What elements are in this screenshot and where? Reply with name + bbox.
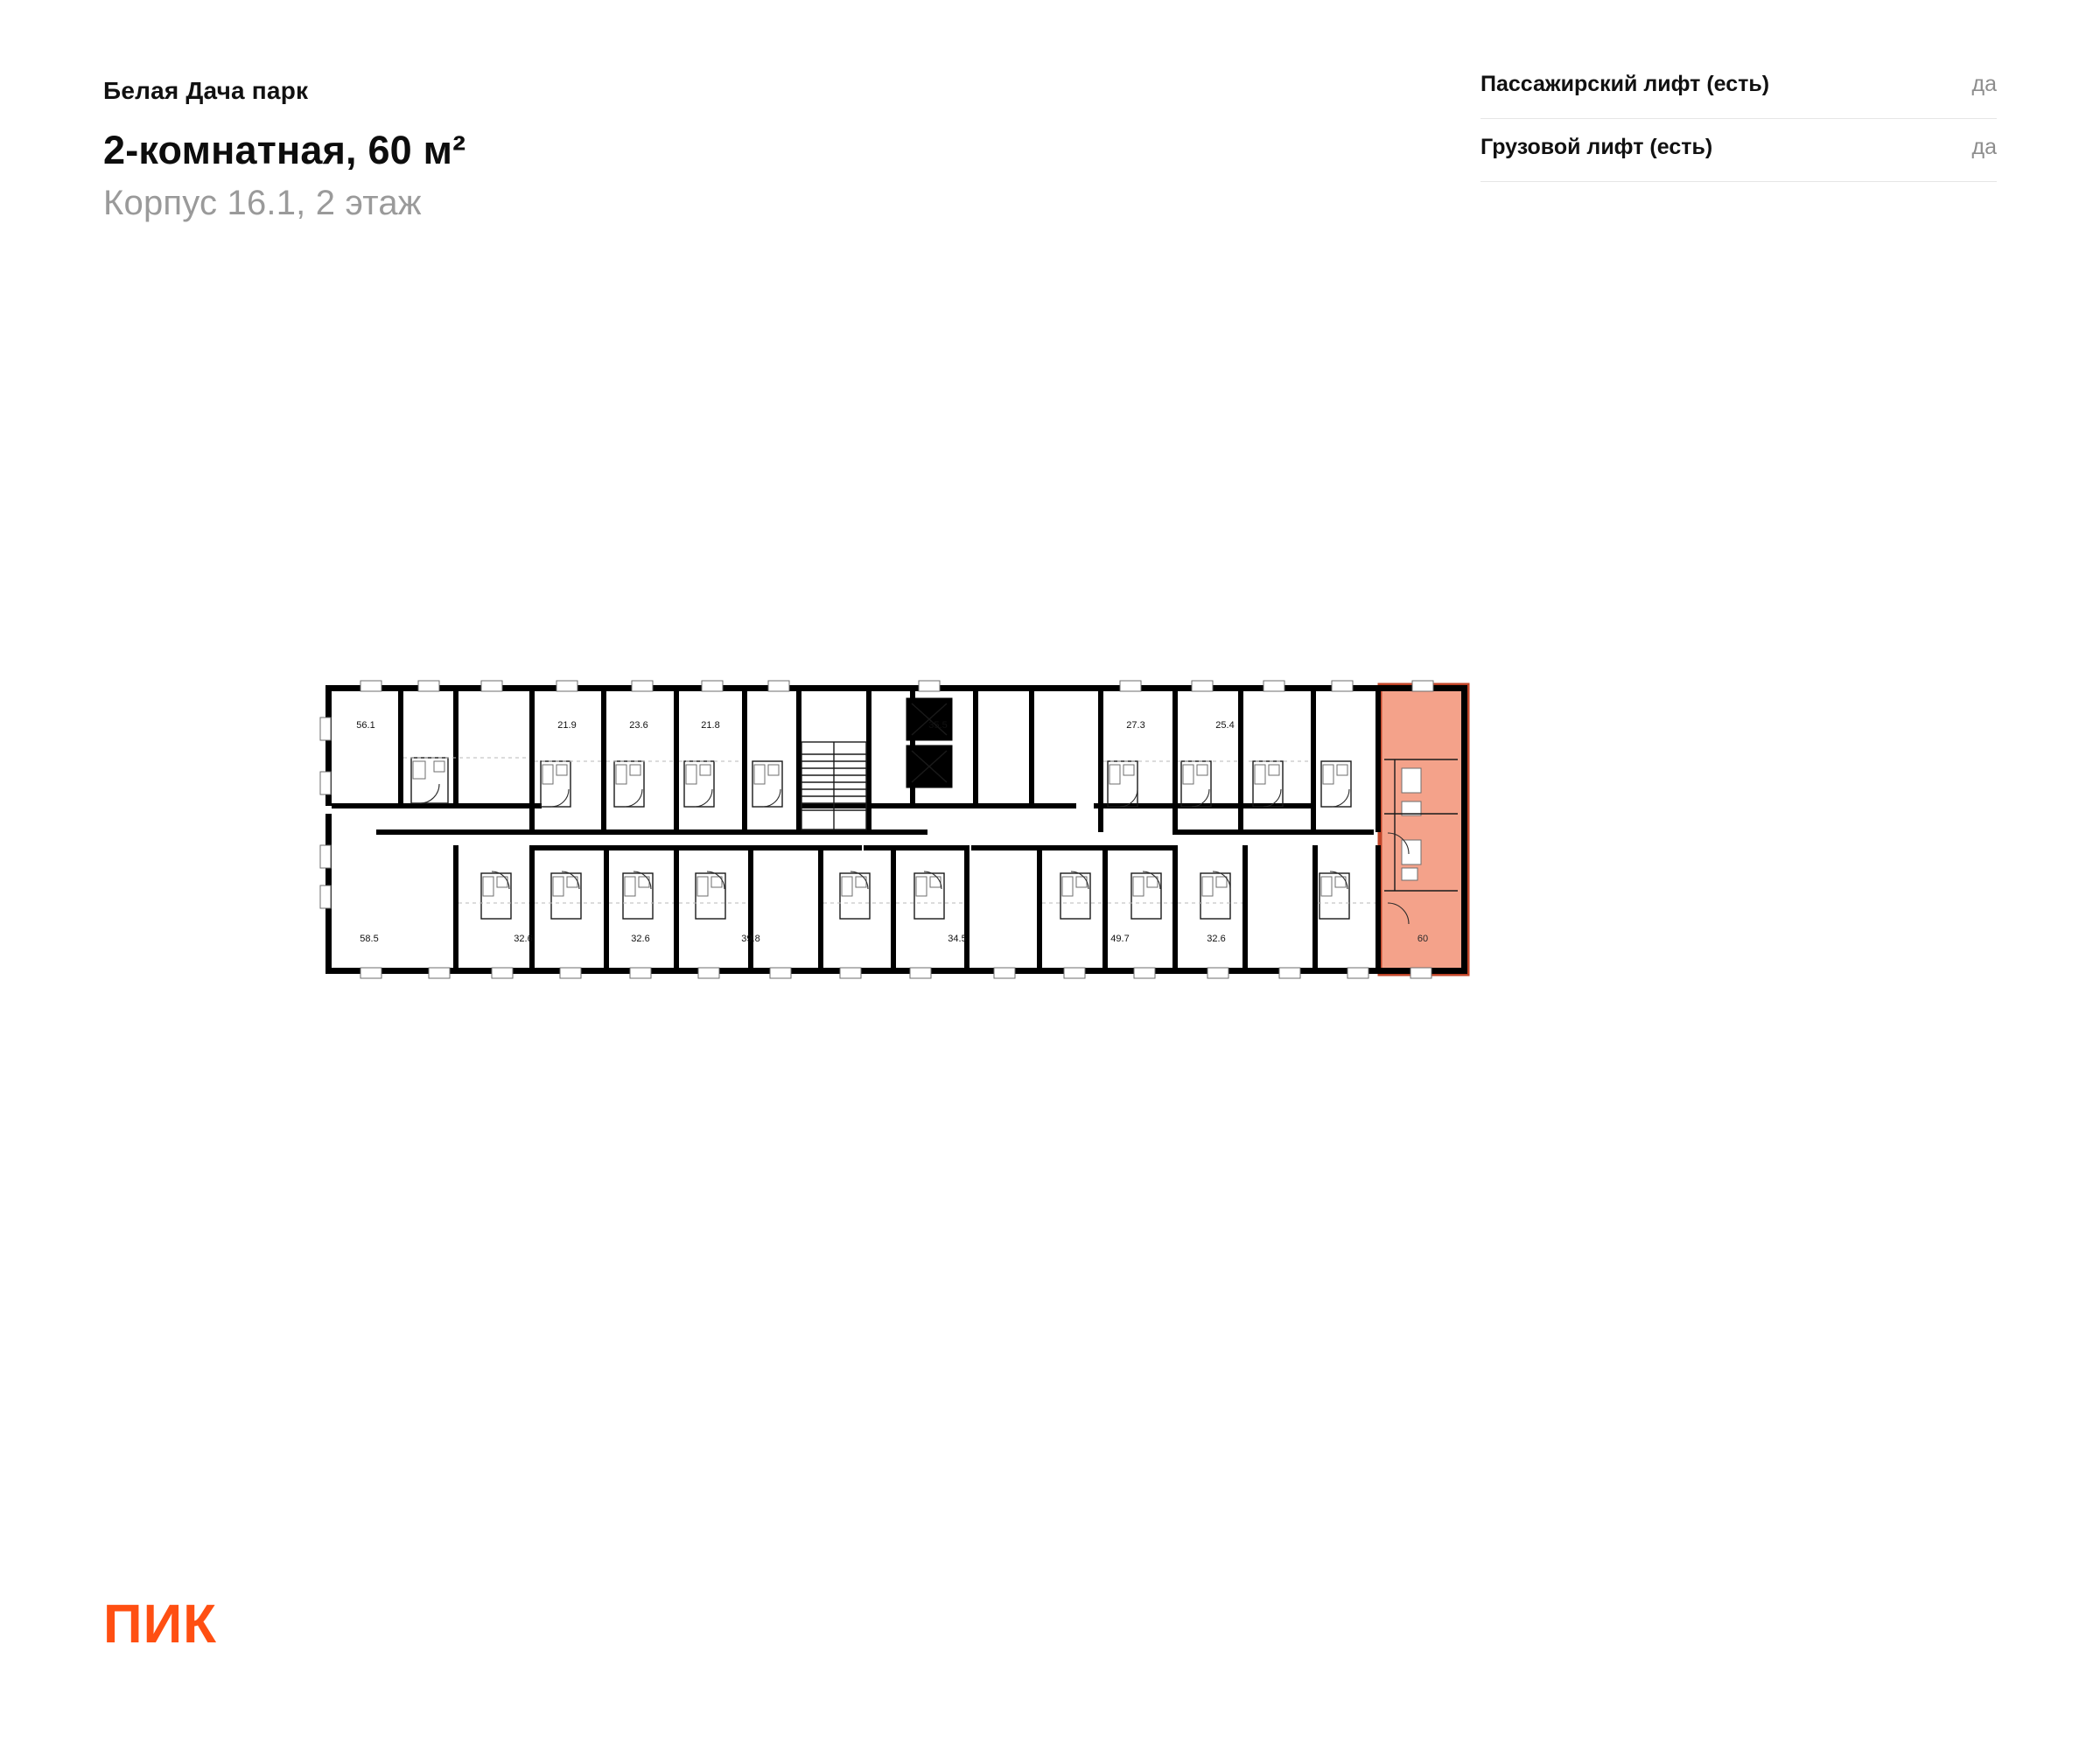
- spec-label: Грузовой лифт (есть): [1480, 135, 1713, 159]
- area-label: 27.3: [1126, 720, 1145, 731]
- area-label: 23.6: [629, 720, 648, 731]
- spec-label: Пассажирский лифт (есть): [1480, 72, 1770, 96]
- area-label: 25.4: [1215, 720, 1235, 731]
- area-label: 49.7: [1110, 934, 1130, 944]
- area-label: 39.8: [741, 934, 760, 944]
- selected-apartment[interactable]: [1380, 685, 1467, 974]
- area-label: 32.6: [631, 934, 650, 944]
- area-label: 32.6: [1207, 934, 1226, 944]
- page-title: 2-комнатная, 60 м²: [103, 128, 466, 172]
- project-name: Белая Дача парк: [103, 77, 309, 104]
- area-label: 32.6: [514, 934, 533, 944]
- area-labels-lower: [360, 934, 1225, 944]
- specs-table: [1480, 68, 1997, 182]
- staircase: [796, 738, 872, 832]
- area-label: 35.5: [928, 720, 948, 731]
- area-label: 21.9: [557, 720, 577, 731]
- area-label: 56.1: [356, 720, 375, 731]
- page-subtitle: Корпус 16.1, 2 этаж: [103, 184, 422, 222]
- spec-value: да: [1971, 72, 1997, 96]
- pik-logo[interactable]: ПИК: [103, 1594, 217, 1655]
- selected-area-label: 60: [1417, 934, 1429, 944]
- area-label: 21.8: [701, 720, 720, 731]
- floor-plan[interactable]: [0, 674, 2100, 1164]
- spec-row-freight-lift: [1480, 119, 1997, 182]
- spec-value: да: [1971, 135, 1997, 159]
- area-label: 58.5: [360, 934, 379, 944]
- area-label: 34.5: [948, 934, 967, 944]
- spec-row-passenger-lift: [1480, 68, 1997, 119]
- plan-header: [103, 77, 978, 223]
